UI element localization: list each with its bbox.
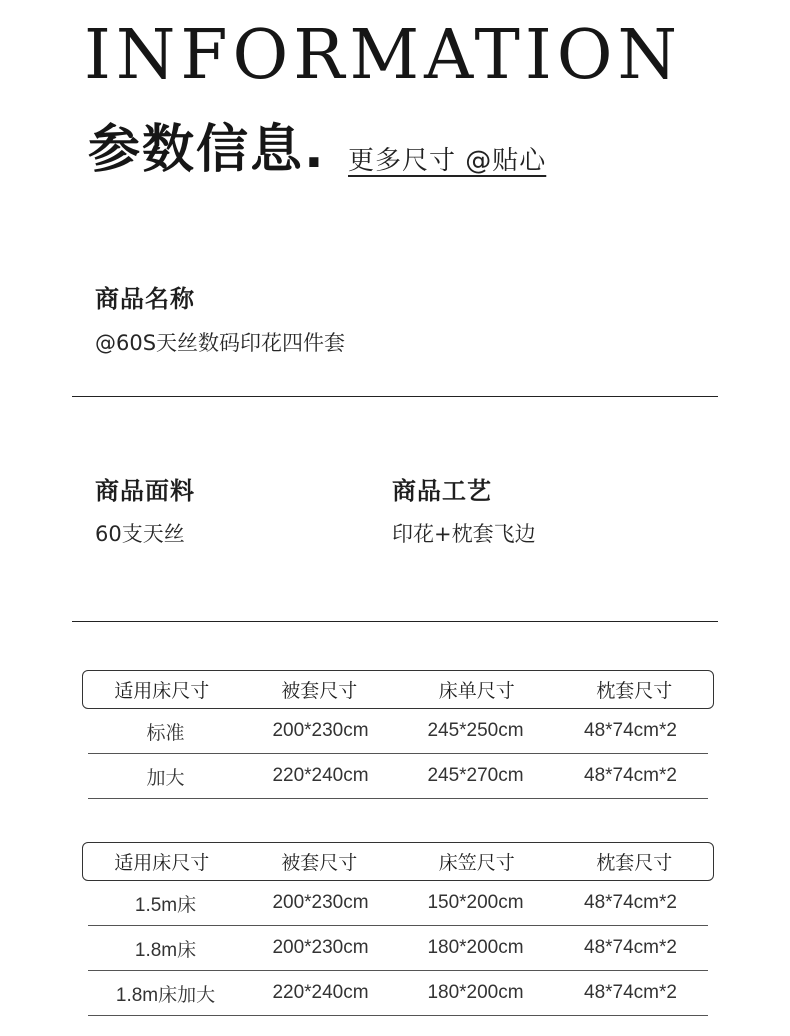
product-name-label: 商品名称 <box>95 285 195 313</box>
table-cell: 加大 <box>146 767 185 789</box>
table-cell: 200*230cm <box>272 892 369 913</box>
table-header-cell: 床笠尺寸 <box>438 852 515 874</box>
table-header <box>82 842 714 881</box>
table-cell: 48*74cm*2 <box>584 937 677 958</box>
size-table-fitted <box>82 842 714 1016</box>
material-label: 商品面料 <box>95 477 195 505</box>
table-cell: 48*74cm*2 <box>584 720 677 741</box>
table-cell: 标准 <box>146 722 185 744</box>
table-cell: 48*74cm*2 <box>584 892 677 913</box>
table-cell: 245*270cm <box>427 765 524 786</box>
divider <box>72 396 718 397</box>
table-cell: 245*250cm <box>427 720 524 741</box>
material-value: 60支天丝 <box>95 522 185 546</box>
table-cell: 1.5m床 <box>134 894 197 916</box>
hero-subtitle: 更多尺寸 @贴心 <box>348 146 547 176</box>
size-table-sheet <box>82 670 714 799</box>
table-cell: 180*200cm <box>427 982 524 1003</box>
table-cell: 150*200cm <box>427 892 524 913</box>
table-header-cell: 枕套尺寸 <box>596 852 673 874</box>
craft-label: 商品工艺 <box>392 477 492 505</box>
table-header-cell: 被套尺寸 <box>281 680 358 702</box>
table-cell: 1.8m床加大 <box>115 984 216 1006</box>
table-cell: 220*240cm <box>272 765 369 786</box>
table-header-cell: 适用床尺寸 <box>114 852 210 874</box>
table-header-cell: 被套尺寸 <box>281 852 358 874</box>
table-row <box>88 881 708 926</box>
table-cell: 220*240cm <box>272 982 369 1003</box>
table-cell: 180*200cm <box>427 937 524 958</box>
table-row <box>88 754 708 799</box>
hero-chinese-title: 参数信息. <box>88 120 326 180</box>
table-cell: 200*230cm <box>272 720 369 741</box>
craft-value: 印花+枕套飞边 <box>392 522 536 546</box>
table-row <box>88 926 708 971</box>
table-cell: 1.8m床 <box>134 939 197 961</box>
table-cell: 48*74cm*2 <box>584 765 677 786</box>
table-cell: 200*230cm <box>272 937 369 958</box>
table-cell: 48*74cm*2 <box>584 982 677 1003</box>
hero-english-title: INFORMATION <box>84 16 682 95</box>
table-header-cell: 枕套尺寸 <box>596 680 673 702</box>
table-header <box>82 670 714 709</box>
divider <box>72 621 718 622</box>
product-name-value: @60S天丝数码印花四件套 <box>95 331 346 355</box>
table-header-cell: 适用床尺寸 <box>114 680 210 702</box>
table-row <box>88 971 708 1016</box>
table-header-cell: 床单尺寸 <box>438 680 515 702</box>
table-row <box>88 709 708 754</box>
